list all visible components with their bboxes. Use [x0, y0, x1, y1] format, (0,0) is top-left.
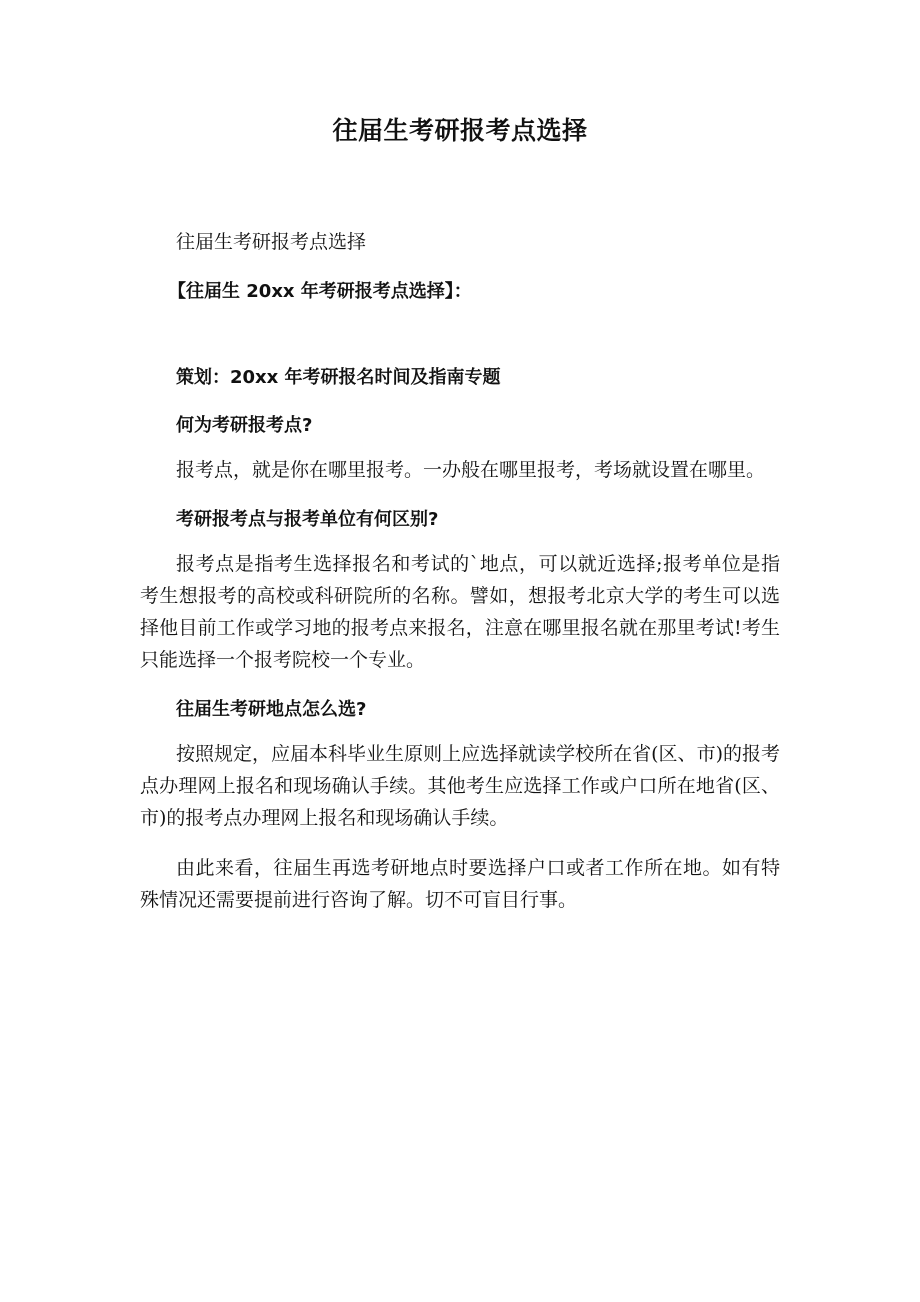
section-paragraph: 按照规定，应届本科毕业生原则上应选择就读学校所在省(区、市)的报考点办理网上报名和现场确认手续。其他考生应选择工作或户口所在地省(区、市)的报考点办理网上报名和现场确认手续。	[140, 743, 780, 829]
bracket-heading: 【往届生 20xx 年考研报考点选择】：	[168, 281, 472, 302]
section-heading: 考研报考点与报考单位有何区别?	[176, 509, 439, 530]
plan-heading: 策划：20xx 年考研报名时间及指南专题	[176, 367, 501, 388]
section-heading: 何为考研报考点?	[176, 415, 313, 436]
section-paragraph: 报考点是指考生选择报名和考试的`地点，可以就近选择;报考单位是指考生想报考的高校或科研院所的名称。譬如，想报考北京大学的考生可以选择他目前工作或学习地的报考点来报名，注意在哪里报名就在那里考试!考生只能选择一个报考院校一个专业。	[140, 553, 780, 671]
intro-paragraph: 往届生考研报考点选择	[176, 231, 367, 253]
section-paragraph: 报考点，就是你在哪里报考。一办般在哪里报考，考场就设置在哪里。	[176, 459, 766, 481]
section-paragraph: 由此来看，往届生再选考研地点时要选择户口或者工作所在地。如有特殊情况还需要提前进行咨询了解。切不可盲目行事。	[140, 857, 780, 911]
document-title: 往届生考研报考点选择	[332, 116, 588, 145]
document-body	[140, 226, 780, 916]
section-heading: 往届生考研地点怎么选?	[176, 699, 367, 720]
